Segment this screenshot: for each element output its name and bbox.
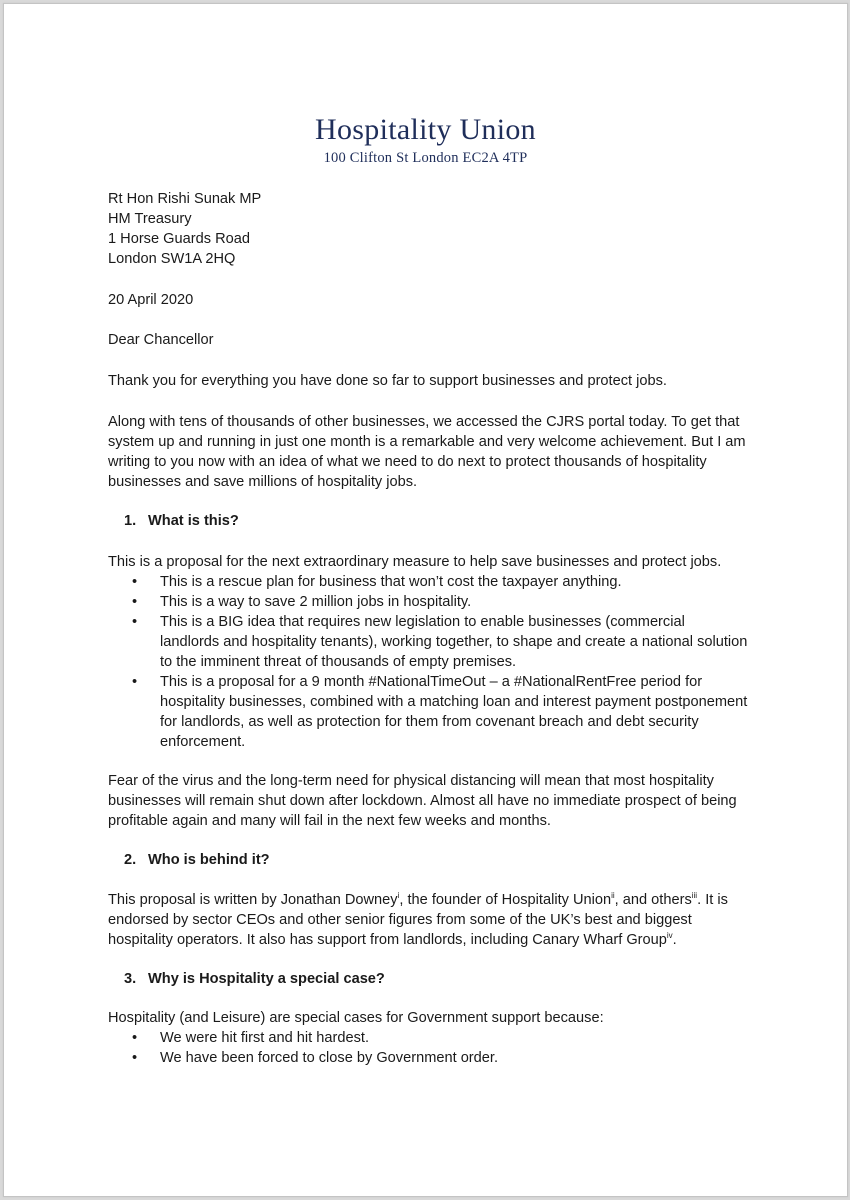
bullet-icon: • <box>132 574 138 590</box>
section-title: What is this? <box>148 513 239 529</box>
list-item <box>108 672 748 752</box>
list-item <box>108 612 748 672</box>
letterhead <box>4 112 847 168</box>
list-item-text: This is a rescue plan for business that won’t cost the taxpayer anything. <box>160 574 622 590</box>
footnote-marker: ii <box>611 891 615 901</box>
recipient-address <box>108 189 748 269</box>
bullet-icon: • <box>132 614 138 630</box>
paragraph-cjrs: Along with tens of thousands of other businesses, we accessed the CJRS portal today. To get that system up and running in just one month is a remarkable and very welcome achievement. But I am writing to you now with an idea of what we need to do next to protect thousands of hospitality businesses and save millions of hospitality jobs. <box>108 414 746 490</box>
salutation: Dear Chancellor <box>108 332 214 348</box>
list-item-text: We were hit first and hit hardest. <box>160 1030 370 1046</box>
section-title: Why is Hospitality a special case? <box>148 971 385 987</box>
letter-body <box>108 189 748 1068</box>
footnote-marker: iv <box>666 931 673 941</box>
text-run: , and others <box>614 892 692 908</box>
letter-date: 20 April 2020 <box>108 292 194 308</box>
text-run: This proposal is written by Jonathan Downey <box>108 892 398 908</box>
list-item <box>108 1028 748 1048</box>
list-item <box>108 592 748 612</box>
list-item-text: This is a way to save 2 million jobs in hospitality. <box>160 594 472 610</box>
section-number: 2. <box>124 852 137 868</box>
text-run: . <box>672 932 677 948</box>
letter-page <box>3 3 848 1197</box>
list-item <box>108 1048 748 1068</box>
recipient-line: HM Treasury <box>108 211 192 227</box>
text-run: . It is endorsed by sector CEOs and other senior figures from some of the UK’s best and biggest hospitality operators. It also has support from landlords, including Canary Wharf Group <box>108 892 728 948</box>
organisation-name: Hospitality Union <box>315 113 536 146</box>
list-item-text: This is a proposal for a 9 month #NationalTimeOut – a #NationalRentFree period for hospitality businesses, combined with a matching loan and interest payment postponement for landlords, as well as protection for them from covenant breach and debt security enforcement. <box>160 674 748 750</box>
organisation-address: 100 Clifton St London EC2A 4TP <box>323 150 528 166</box>
bullet-icon: • <box>132 1050 138 1066</box>
section-number: 3. <box>124 971 137 987</box>
paragraph-hospitality-special: Hospitality (and Leisure) are special cases for Government support because: <box>108 1010 604 1026</box>
bullet-icon: • <box>132 1030 138 1046</box>
list-item <box>108 572 748 592</box>
bullet-list-why <box>108 1028 748 1068</box>
list-item-text: This is a BIG idea that requires new legislation to enable businesses (commercial landlords and hospitality tenants), working together, to shape and create a national solution to the imminent threat of thousands of empty premises. <box>160 614 748 670</box>
section-title: Who is behind it? <box>148 852 270 868</box>
recipient-line: London SW1A 2HQ <box>108 251 236 267</box>
text-run: , the founder of Hospitality Union <box>399 892 612 908</box>
paragraph-thanks: Thank you for everything you have done so far to support businesses and protect jobs. <box>108 373 667 389</box>
section-heading-who <box>108 850 748 870</box>
bullet-icon: • <box>132 674 138 690</box>
footnote-marker: iii <box>691 891 698 901</box>
footnote-marker: i <box>397 891 400 901</box>
list-item-text: We have been forced to close by Government order. <box>160 1050 499 1066</box>
section-heading-why <box>108 969 748 989</box>
bullet-icon: • <box>132 594 138 610</box>
recipient-line: Rt Hon Rishi Sunak MP <box>108 191 262 207</box>
paragraph-who <box>108 890 748 950</box>
section-number: 1. <box>124 513 137 529</box>
recipient-line: 1 Horse Guards Road <box>108 231 250 247</box>
section-heading-what <box>108 511 748 531</box>
paragraph-fear: Fear of the virus and the long-term need for physical distancing will mean that most hospitality businesses will remain shut down after lockdown. Almost all have no immediate prospect of being profitable again and many will fail in the next few weeks and months. <box>108 773 737 829</box>
paragraph-proposal: This is a proposal for the next extraordinary measure to help save businesses and protect jobs. <box>108 554 722 570</box>
bullet-list-what <box>108 572 748 752</box>
